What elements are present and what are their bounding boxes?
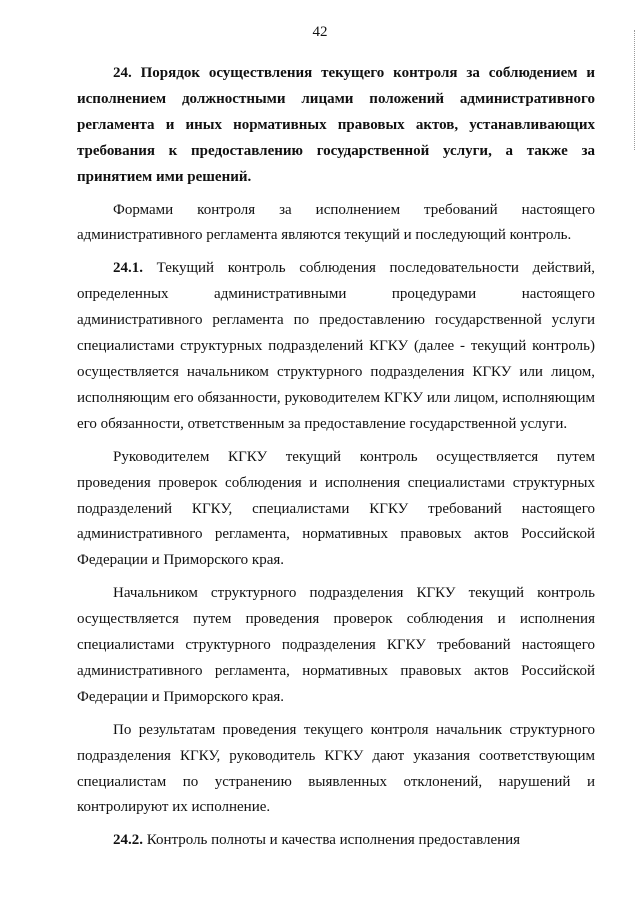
paragraph-24-2 (77, 828, 595, 854)
document-body (77, 61, 595, 861)
clause-number: 24.1. (113, 260, 143, 277)
paragraph-text: Текущий контроль соблюдения последовательности действий, определенных административными процедурами настоящего административного регламента по предоставлению государственной услуги специалистами структурных подразделений КГКУ (далее - текущий контроль) осуществляется начальником структурного подразделения КГКУ или лицом, исполняющим его обязанности, руководителем КГКУ или лицом, исполняющим его обязанности, ответственным за предоставление государственной услуги. (77, 260, 595, 432)
paragraph-text: По результатам проведения текущего контроля начальник структурного подразделения КГКУ, руководитель КГКУ дают указания соответствующим специалистам по устранению выявленных отклонений, нарушений и контролируют их исполнение. (77, 721, 595, 816)
paragraph-text: Руководителем КГКУ текущий контроль осуществляется путем проведения проверок соблюдения и исполнения специалистами структурных подразделений КГКУ, специалистами КГКУ требований настоящего административного регламента, нормативных правовых актов Российской Федерации и Приморского края. (77, 448, 595, 569)
paragraph-text: Контроль полноты и качества исполнения предоставления (143, 832, 521, 849)
clause-number: 24.2. (113, 832, 143, 849)
paragraph-head-control (77, 445, 595, 575)
section-heading: 24. Порядок осуществления текущего контроля за соблюдением и исполнением должностными лицами положений административного регламента и иных нормативных правовых актов, устанавливающих требования к предоставлению государственной услуги, а также за принятием ими решений. (77, 65, 595, 185)
scan-edge-mark (633, 30, 635, 150)
paragraph-division-control (77, 581, 595, 711)
paragraph-text: Формами контроля за исполнением требований настоящего административного регламента являются текущий и последующий контроль. (77, 201, 595, 244)
paragraph-24-1 (77, 256, 595, 437)
paragraph-results (77, 718, 595, 822)
paragraph-forms-of-control (77, 198, 595, 250)
page-number: 42 (312, 24, 328, 40)
paragraph-text: Начальником структурного подразделения КГКУ текущий контроль осуществляется путем проведения проверок соблюдения и исполнения специалистами структурного подразделения КГКУ требований настоящего административного регламента, нормативных правовых актов Российской Федерации и Приморского края. (77, 585, 595, 705)
